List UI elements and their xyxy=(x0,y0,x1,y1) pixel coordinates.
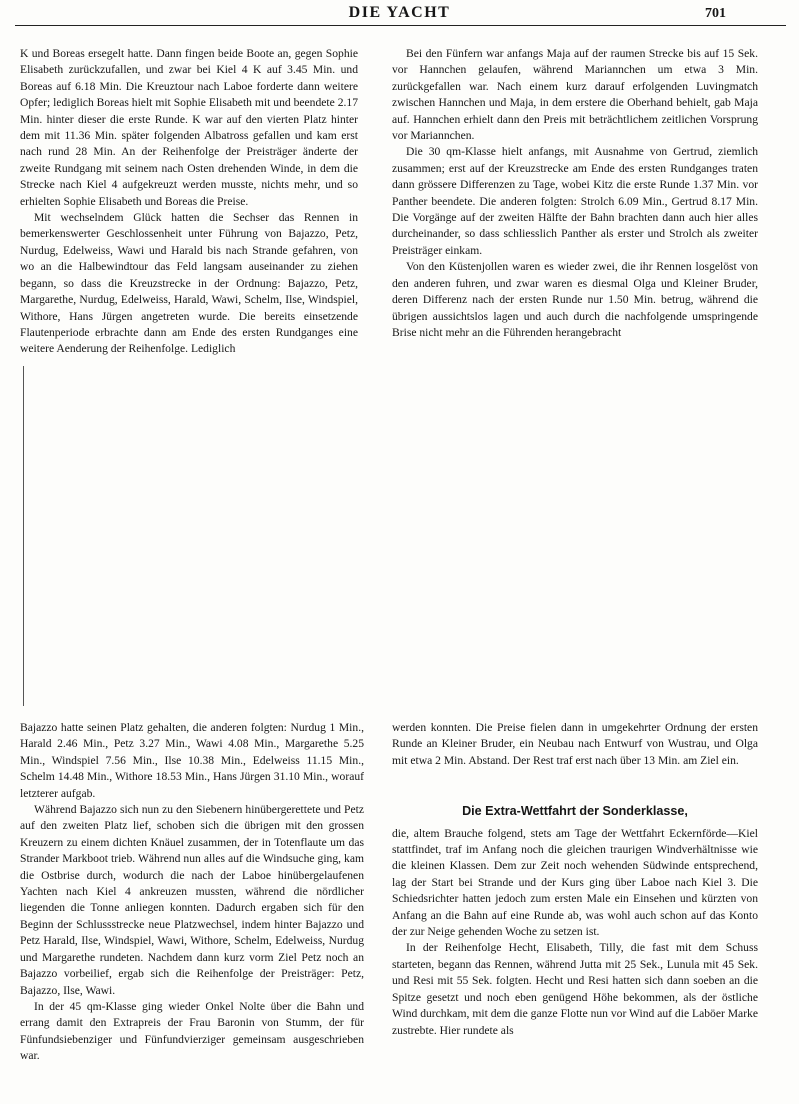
paragraph: In der 45 qm-Klasse ging wieder Onkel Nolte über die Bahn und errang damit den Extrapreis der Frau Baronin von Stumm, der für Fünfundsiebenziger und Fünfundvierziger gemeinsam ausgeschrieben war. xyxy=(20,999,364,1063)
column-bottom-left xyxy=(20,720,364,1065)
paragraph: In der Reihenfolge Hecht, Elisabeth, Tilly, die fast mit dem Schuss starteten, begann das Rennen, während Jutta mit 25 Sek., Lunula mit 45 Sek. und Resi mit 55 Sek. folgten. Hecht und Resi hatten sich dann soeben an die Spitze gesetzt und noch eben genügend Höhe bekommen, als der östliche Wind durchkam, mit dem die ganze Flotte nun vor Wind auf die Laböer Marke zustrebte. Hier rundete als xyxy=(392,941,758,1037)
paragraph: Von den Küstenjollen waren es wieder zwei, die ihr Rennen losgelöst von den anderen fuhren, und zwar waren es diesmal Olga und Kleiner Bruder, deren Differenz nach der ersten Runde nur 1.50 Min. betrug, während die übrigen aussichtslos lagen und auch durch die nachfolgende umspringende Brise nicht mehr an die Führenden herangebracht xyxy=(392,260,758,339)
paragraph: Mit wechselndem Glück hatten die Sechser das Rennen in bemerkenswerter Geschlossenheit unter Führung von Bajazzo, Petz, Nurdug, Edelweiss, Wawi und Harald bis nach Strande gefahren, von wo an die Halbewindtour das Feld langsam auseinander zu ziehen begann, so dass die Kreuzstrecke in der Ordnung: Bajazzo, Petz, Margarethe, Nurdug, Edelweiss, Harald, Wawi, Schelm, Ilse, Windspiel, Withore, Hans Jürgen angetreten wurde. Die bereits einsetzende Flautenperiode erbrachte dann am Ende des ersten Rundganges eine weitere Aenderung der Reihenfolge. Lediglich xyxy=(20,211,358,356)
paragraph: werden konnten. Die Preise fielen dann in umgekehrter Ordnung der ersten Runde an Kleiner Bruder, ein Neubau nach Entwurf von Wustrau, und Olga mit etwa 2 Min. Abstand. Der Rest traf erst nach über 13 Min. am Ziel ein. xyxy=(392,721,758,767)
header-rule xyxy=(15,25,786,26)
paragraph: K und Boreas ersegelt hatte. Dann fingen beide Boote an, gegen Sophie Elisabeth zurückzufallen, und zwar bei Kiel 4 K auf 3.45 Min. und Boreas auf 6.18 Min. Die Kreuztour nach Laboe forderte dann weitere Opfer; lediglich Boreas hielt mit Sophie Elisabeth mit und beendete 2.17 Min. hinter dieser die erste Runde. K war auf den vierten Platz hinter dem mit 11.36 Min. später folgenden Albatross gefallen und kam erst nach rund 28 Min. An der Reihenfolge der Preisträger änderte der zweite Rundgang mit seinem nach Osten drehenden Winde, in dem die Strecke nach Kiel 4 aufgekreuzt werden musste, nichts mehr, und so erhielten Sophie Elisabeth und Boreas die Preise. xyxy=(20,47,358,208)
paragraph: Bajazzo hatte seinen Platz gehalten, die anderen folgten: Nurdug 1 Min., Harald 2.46 Min., Petz 3.27 Min., Wawi 4.08 Min., Margarethe 5.25 Min., Windspiel 7.56 Min., Ilse 10.38 Min., Edelweiss 11.15 Min., Schelm 14.48 Min., Withore 18.53 Min., Hans Jürgen 31.10 Min., worauf letzterer aufgab. xyxy=(20,721,364,800)
paragraph: Bei den Fünfern war anfangs Maja auf der raumen Strecke bis auf 15 Sek. vor Hannchen gelaufen, während Mariannchen um etwa 3 Min. zurückgefallen war. Nach einem kurz darauf erfolgenden Luvingmatch zwischen Hannchen und Maja, in dem erstere die Oberhand behielt, gab Maja auf. Hannchen erhielt dann den Preis mit beträchtlichem zeitlichen Vorsprung vor Mariannchen. xyxy=(392,47,758,143)
paragraph: Die 30 qm-Klasse hielt anfangs, mit Ausnahme von Gertrud, ziemlich zusammen; erst auf der Kreuzstrecke am Ende des ersten Rundganges traten dann grössere Differenzen zu Tage, wobei Kitz die erste Runde 1.37 Min. vor Panther beendete. Die anderen folgten: Strolch 6.09 Min., Gertrud 8.17 Min. Die Vorgänge auf der zweiten Hälfte der Bahn brachten dann auch hier alles durcheinander, so dass schliesslich Panther als erster und Strolch als zweiter Preisträger einkam. xyxy=(392,145,758,257)
column-top-left xyxy=(20,46,358,358)
margin-line xyxy=(23,366,24,706)
section-heading: Die Extra-Wettfahrt der Sonderklasse, xyxy=(462,804,688,819)
paragraph: Während Bajazzo sich nun zu den Siebenern hinübergerettete und Petz auf den zweiten Platz lief, schoben sich die übrigen mit den grossen Kreuzern zu einem dichten Knäuel zusammen, der in Totenflaute um das Strander Markboot trieb. Während nun alles auf die Windsuche ging, kam die Ostbrise durch, wodurch die nach der Laboe hinübergelaufenen Yachten nach Kiel 4 ankreuzen mussten, während die nördlicher liegenden die Tonne anliegen konnten. Dadurch ergaben sich für den Beginn der Schlussstrecke neue Platzwechsel, indem hinter Bajazzo und Petz Harald, Ilse, Windspiel, Wawi, Withore, Schelm, Edelweiss, Nurdug und Margarethe rundeten. Nachdem dann kurz vorm Ziel Petz noch an Bajazzo vorbeilief, ergab sich die Reihenfolge der Preisträger: Petz, Bajazzo, Ilse, Wawi. xyxy=(20,803,364,997)
paragraph: die, altem Brauche folgend, stets am Tage der Wettfahrt Eckernförde—Kiel stattfindet, traf im Anfang noch die gleichen traurigen Windverhältnisse wie die kleinen Klassen. Dem zur Zeit noch wehenden Südwinde entsprechend, lag der Start bei Strande und der Kurs ging über Laboe nach Kiel 3. Die Schiedsrichter hatten jedoch zum ersten Male ein Einsehen und kürzten von Anfang an die Bahn auf eine Runde ab, was wohl auch schon auf das Konto der zur Neige gehenden Woche zu setzen ist. xyxy=(392,826,758,939)
column-bottom-right xyxy=(392,720,758,1039)
running-header-title: DIE YACHT xyxy=(348,4,451,21)
column-top-right xyxy=(392,46,758,341)
page-number: 701 xyxy=(705,6,726,21)
